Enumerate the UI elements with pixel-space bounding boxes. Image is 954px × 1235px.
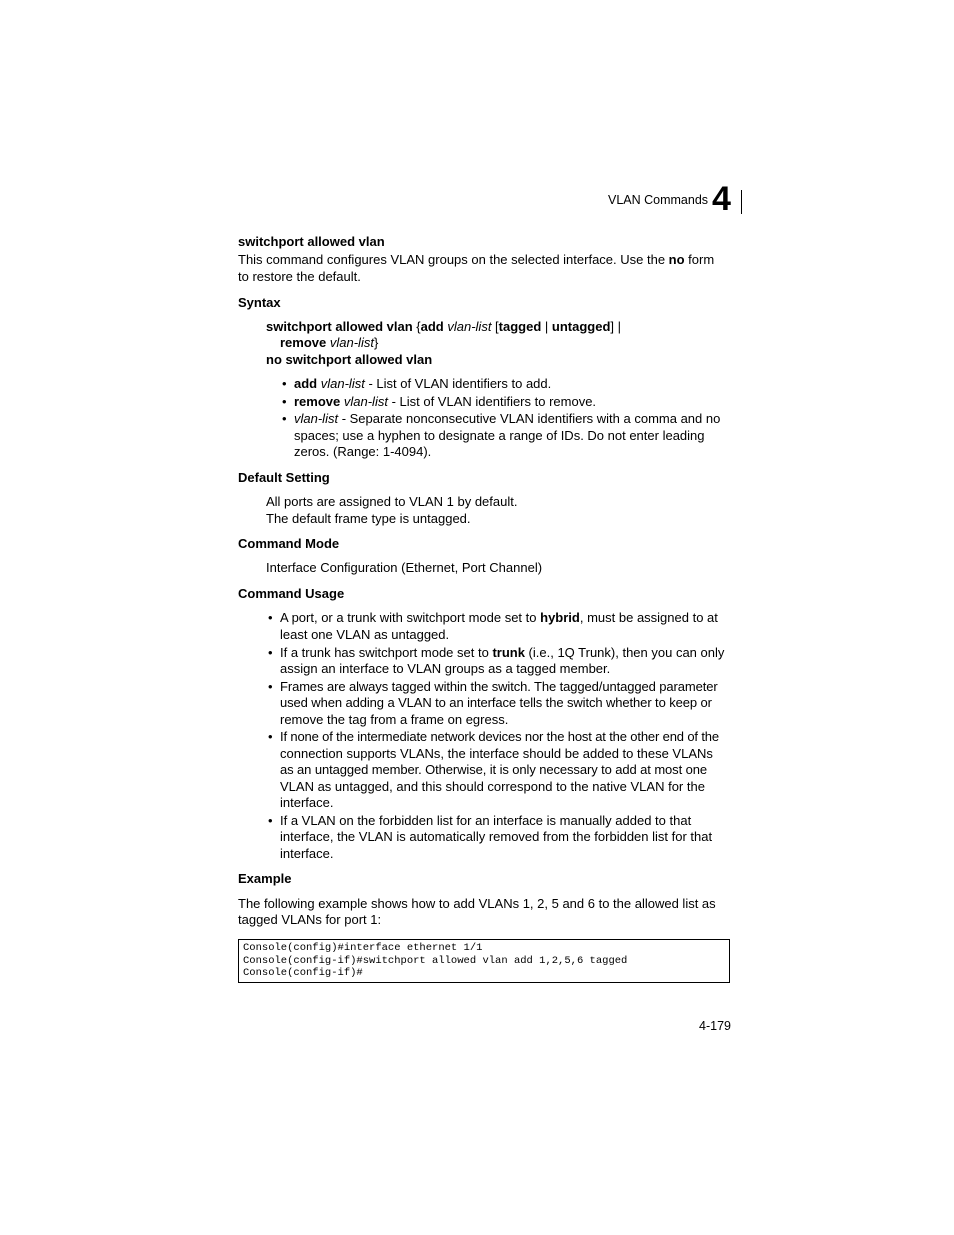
usage-4-line-3: as an untagged member. Otherwise, it is only necessary to add at most one [280,762,707,777]
example-heading: Example [238,871,292,886]
usage-4-line-4: VLAN as untagged, and this should correspond to the native VLAN for the [280,779,705,794]
example-line-1: The following example shows how to add VLANs 1, 2, 5 and 6 to the allowed list as [238,896,716,911]
syntax-line-2: remove vlan-list} [280,335,379,350]
usage-2-line-1: If a trunk has switchport mode set to trunk (i.e., 1Q Trunk), then you can only [280,645,725,660]
bullet-dot: • [268,645,273,660]
syntax-line-3: no switchport allowed vlan [266,352,433,367]
bullet-dot: • [268,813,273,828]
usage-4-line-5: interface. [280,795,334,810]
command-usage-heading: Command Usage [238,586,345,601]
usage-3-line-1: Frames are always tagged within the switch. The tagged/untagged parameter [280,679,718,694]
usage-5-line-2: interface, the VLAN is automatically removed from the forbidden list for that [280,829,713,844]
usage-3-line-2: used when adding a VLAN to an interface tells the switch whether to keep or [280,695,712,710]
bullet-dot: • [268,610,273,625]
command-title: switchport allowed vlan [238,234,385,249]
default-setting-heading: Default Setting [238,470,330,485]
param-remove: remove vlan-list - List of VLAN identifiers to remove. [294,394,597,409]
intro-line-2: to restore the default. [238,269,361,284]
bullet-dot: • [268,679,273,694]
usage-2-line-2: assign an interface to VLAN groups as a tagged member. [280,661,611,676]
usage-4-line-1: If none of the intermediate network devices nor the host at the other end of the [280,729,719,744]
usage-3-line-3: remove the tag from a frame on egress. [280,712,509,727]
syntax-heading: Syntax [238,295,281,310]
code-line-2: Console(config-if)#switchport allowed vlan add 1,2,5,6 tagged [243,954,628,967]
code-block [238,939,730,983]
bullet-dot: • [268,729,273,744]
command-mode-text: Interface Configuration (Ethernet, Port Channel) [266,560,543,575]
default-line-1: All ports are assigned to VLAN 1 by default. [266,494,518,509]
param-vlan-list-line-2: spaces; use a hyphen to designate a range of IDs. Do not enter leading [294,428,705,443]
usage-5-line-3: interface. [280,846,334,861]
example-line-2: tagged VLANs for port 1: [238,912,382,927]
param-vlan-list-line-1: vlan-list - Separate nonconsecutive VLAN identifiers with a comma and no [294,411,721,426]
usage-1-line-1: A port, or a trunk with switchport mode set to hybrid, must be assigned to at [280,610,718,625]
chapter-number: 4 [712,180,731,218]
usage-5-line-1: If a VLAN on the forbidden list for an interface is manually added to that [280,813,692,828]
syntax-line-1: switchport allowed vlan {add vlan-list [tagged | untagged] | [266,319,622,334]
page-number: 4-179 [699,1019,731,1033]
usage-1-line-2: least one VLAN as untagged. [280,627,450,642]
intro-line-1: This command configures VLAN groups on the selected interface. Use the no form [238,252,715,267]
bullet-dot: • [282,411,287,426]
usage-4-line-2: connection supports VLANs, the interface should be added to these VLANs [280,746,713,761]
bullet-dot: • [282,376,287,391]
bullet-dot: • [282,394,287,409]
command-mode-heading: Command Mode [238,536,340,551]
default-line-2: The default frame type is untagged. [266,511,471,526]
running-header: VLAN Commands [608,193,709,207]
param-vlan-list-line-3: zeros. (Range: 1-4094). [294,444,432,459]
code-line-1: Console(config)#interface ethernet 1/1 [243,942,483,954]
code-line-3: Console(config-if)# [243,967,363,979]
param-add: add vlan-list - List of VLAN identifiers to add. [294,376,552,391]
chapter-divider [741,190,742,214]
